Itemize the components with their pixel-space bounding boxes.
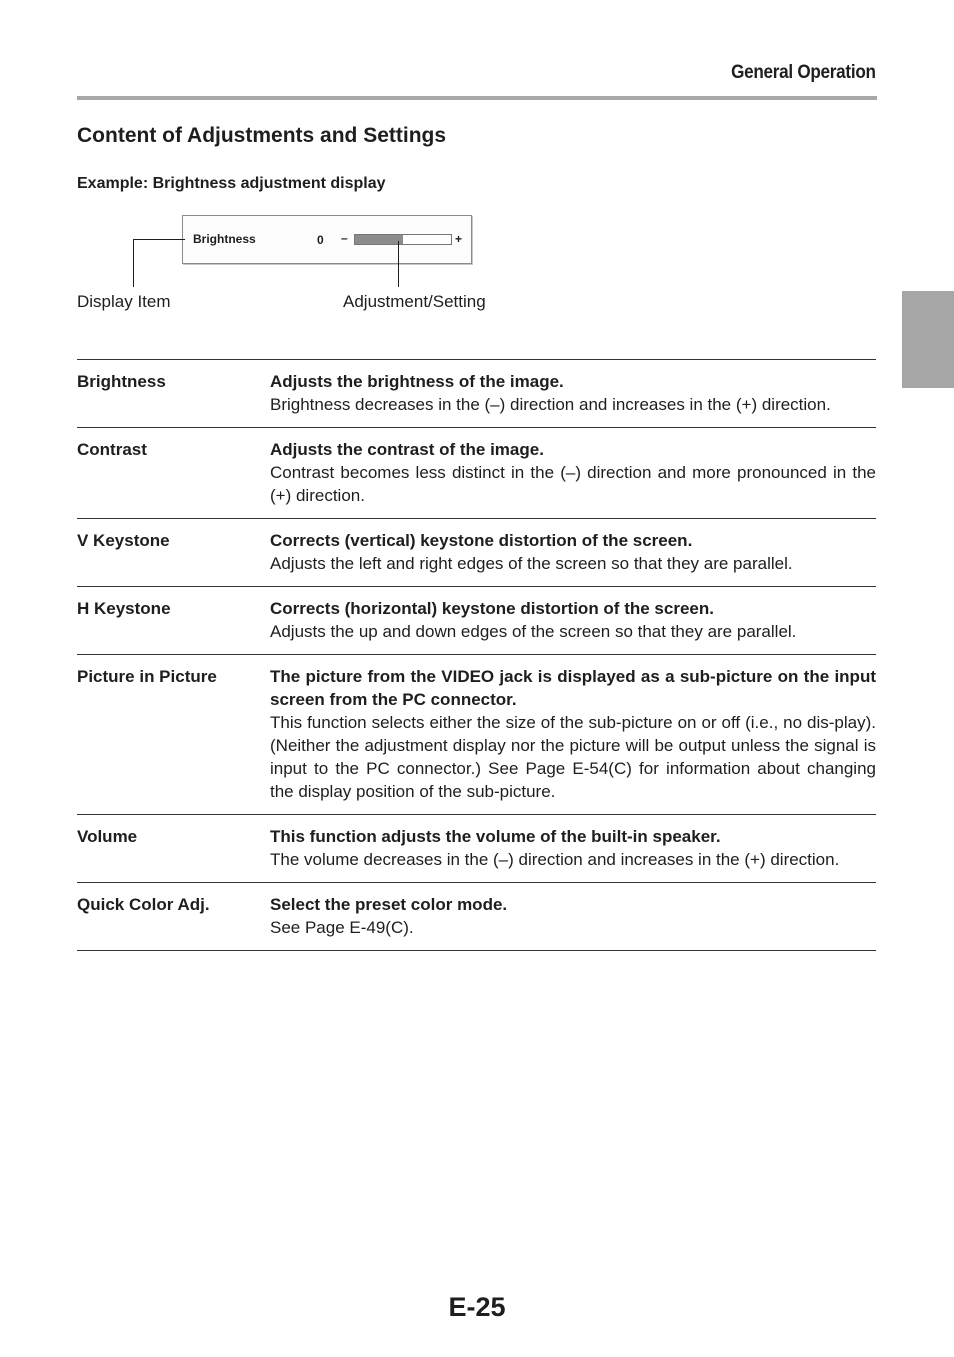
adjustment-bar (354, 234, 452, 245)
plus-icon: + (455, 232, 463, 246)
setting-summary: This function adjusts the volume of the built-in speaker. (270, 827, 721, 846)
display-item-leader-vertical (133, 239, 134, 287)
display-item-leader-horizontal (133, 239, 185, 240)
setting-summary: Adjusts the contrast of the image. (270, 440, 544, 459)
adjustment-bar-fill (355, 235, 403, 244)
setting-description (270, 893, 876, 939)
page-title: Content of Adjustments and Settings (77, 124, 447, 147)
adjustment-value: 0 (317, 233, 324, 247)
setting-description (270, 597, 876, 643)
setting-description (270, 438, 876, 507)
example-adjustment-display (182, 215, 472, 264)
table-row (77, 428, 876, 519)
setting-name: Quick Color Adj. (77, 895, 210, 914)
setting-summary: Corrects (horizontal) keystone distortion of the screen. (270, 599, 714, 618)
setting-description (270, 825, 876, 871)
setting-detail: The volume decreases in the (–) direction and increases in the (+) direction. (270, 850, 840, 869)
setting-detail: See Page E-49(C). (270, 918, 414, 937)
table-row (77, 519, 876, 587)
table-row (77, 360, 876, 428)
setting-summary: Adjusts the brightness of the image. (270, 372, 564, 391)
setting-detail: Contrast becomes less distinct in the (–) direction and more pronounced in the (+) direction. (270, 463, 876, 505)
display-item-label: Brightness (193, 232, 256, 246)
section-header: General Operation (731, 62, 876, 83)
setting-name: H Keystone (77, 599, 171, 618)
setting-description (270, 529, 876, 575)
table-row (77, 883, 876, 951)
setting-name: V Keystone (77, 531, 170, 550)
table-row (77, 655, 876, 815)
setting-detail: Adjusts the up and down edges of the screen so that they are parallel. (270, 622, 797, 641)
setting-detail: This function selects either the size of the sub-picture on or off (i.e., no dis-play). (Neither the adjustment display nor the picture will be output unless the signal is input to the PC connector.) See Page E-54(C) for information about changing the display position of the sub-picture. (270, 713, 876, 801)
adjustment-leader-vertical (398, 241, 399, 287)
minus-icon: – (341, 231, 348, 245)
setting-summary: Corrects (vertical) keystone distortion of the screen. (270, 531, 693, 550)
setting-detail: Adjusts the left and right edges of the screen so that they are parallel. (270, 554, 793, 573)
setting-summary: The picture from the VIDEO jack is displayed as a sub-picture on the input screen from the PC connector. (270, 667, 876, 709)
setting-name: Brightness (77, 372, 166, 391)
example-caption: Example: Brightness adjustment display (77, 175, 386, 192)
header-rule (77, 96, 877, 100)
page-number: E-25 (448, 1292, 506, 1322)
setting-summary: Select the preset color mode. (270, 895, 508, 914)
table-row (77, 815, 876, 883)
setting-description (270, 370, 876, 416)
adjustment-setting-callout: Adjustment/Setting (343, 292, 486, 311)
setting-name: Volume (77, 827, 138, 846)
setting-detail: Brightness decreases in the (–) direction and increases in the (+) direction. (270, 395, 831, 414)
table-row (77, 587, 876, 655)
display-item-callout: Display Item (77, 292, 171, 311)
setting-name: Picture in Picture (77, 667, 217, 686)
setting-name: Contrast (77, 440, 147, 459)
settings-table (77, 359, 876, 951)
setting-description (270, 665, 876, 803)
chapter-side-tab (902, 291, 954, 388)
